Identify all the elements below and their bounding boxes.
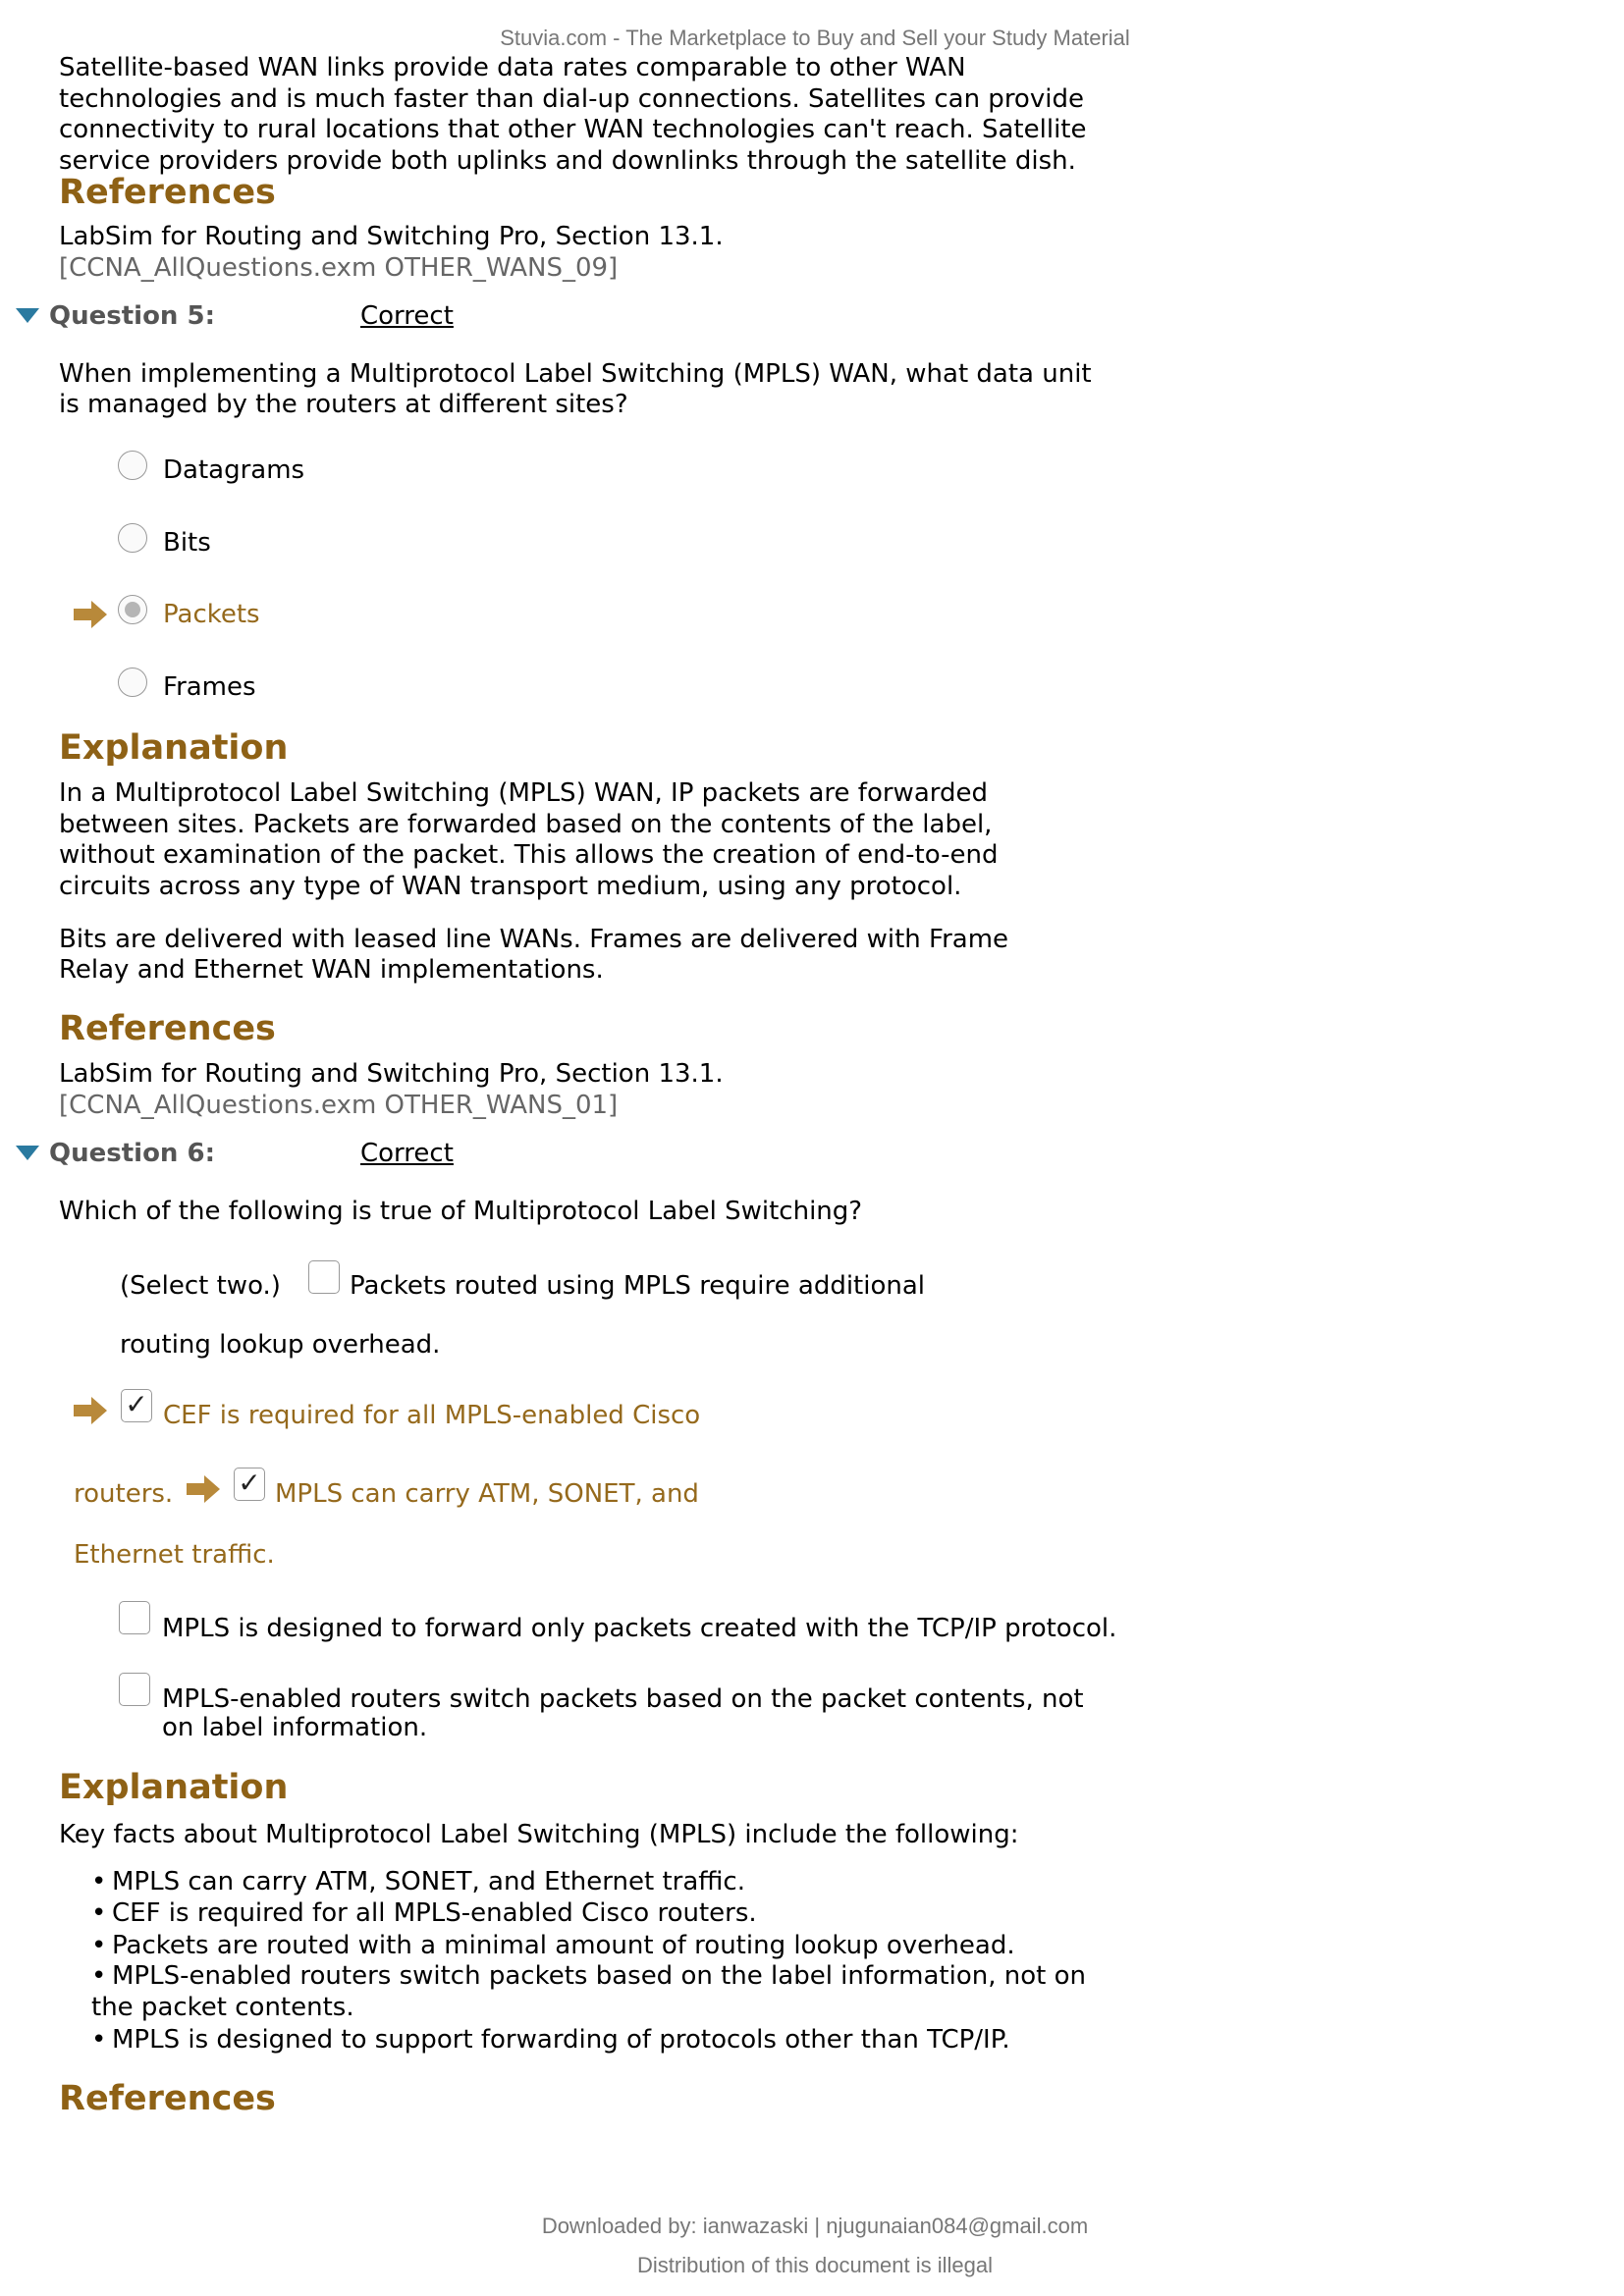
option-label-correct: CEF is required for all MPLS-enabled Cisco — [163, 1401, 701, 1430]
intro-line: service providers provide both uplinks and downlinks through the satellite dish. — [59, 146, 1076, 176]
option-label: MPLS is designed to forward only packets created with the TCP/IP protocol. — [162, 1614, 1117, 1643]
status-link[interactable]: Correct — [360, 301, 454, 331]
bullet-icon: • — [91, 1867, 107, 1896]
explanation-line: Key facts about Multiprotocol Label Switching (MPLS) include the following: — [59, 1820, 1019, 1849]
question-text: Which of the following is true of Multiprotocol Label Switching? — [59, 1197, 863, 1226]
select-note: (Select two.) — [120, 1271, 281, 1301]
bullet-item: MPLS-enabled routers switch packets based on the label information, not on — [112, 1961, 1086, 1991]
radio-packets[interactable] — [118, 595, 147, 624]
explanation-line: Relay and Ethernet WAN implementations. — [59, 955, 604, 985]
explanation-line: Bits are delivered with leased line WANs. Frames are delivered with Frame — [59, 925, 1009, 954]
option-label: Frames — [163, 672, 256, 702]
explanation-line: circuits across any type of WAN transport medium, using any protocol. — [59, 872, 962, 901]
correct-answer-arrow-icon — [74, 1397, 107, 1424]
page-header: Stuvia.com - The Marketplace to Buy and Sell your Study Material — [500, 26, 1130, 50]
bullet-item-continued: the packet contents. — [91, 1993, 354, 2022]
reference-text: LabSim for Routing and Switching Pro, Section 13.1. — [59, 1059, 724, 1089]
option-label: Bits — [163, 528, 211, 558]
bullet-item: MPLS can carry ATM, SONET, and Ethernet traffic. — [112, 1867, 745, 1896]
option-label: on label information. — [162, 1713, 428, 1742]
intro-line: Satellite-based WAN links provide data rates comparable to other WAN — [59, 53, 966, 82]
references-heading: References — [59, 173, 276, 212]
checkbox-option-2[interactable]: ✓ — [121, 1389, 152, 1422]
references-heading: References — [59, 1009, 276, 1048]
explanation-line: without examination of the packet. This allows the creation of end-to-end — [59, 840, 999, 870]
footer-notice: Distribution of this document is illegal — [637, 2253, 993, 2277]
explanation-line: between sites. Packets are forwarded based on the contents of the label, — [59, 810, 993, 839]
checkbox-option-4[interactable] — [119, 1601, 150, 1634]
radio-bits[interactable] — [118, 523, 147, 553]
explanation-heading: Explanation — [59, 1768, 289, 1807]
checkbox-option-5[interactable] — [119, 1673, 150, 1706]
bullet-icon: • — [91, 1931, 107, 1960]
option-label: routing lookup overhead. — [120, 1330, 441, 1360]
option-label: Datagrams — [163, 455, 305, 485]
reference-code: [CCNA_AllQuestions.exm OTHER_WANS_09] — [59, 253, 619, 283]
question-label: Question 6: — [49, 1139, 215, 1168]
bullet-icon: • — [91, 1961, 107, 1991]
footer-downloaded: Downloaded by: ianwazaski | njugunaian084@gmail.com — [541, 2214, 1089, 2238]
bullet-icon: • — [91, 1898, 107, 1928]
reference-text: LabSim for Routing and Switching Pro, Section 13.1. — [59, 222, 724, 251]
reference-code: [CCNA_AllQuestions.exm OTHER_WANS_01] — [59, 1091, 619, 1120]
explanation-line: In a Multiprotocol Label Switching (MPLS) WAN, IP packets are forwarded — [59, 778, 988, 808]
radio-datagrams[interactable] — [118, 451, 147, 480]
option-label-correct: Ethernet traffic. — [74, 1540, 275, 1570]
option-label: MPLS-enabled routers switch packets based on the packet contents, not — [162, 1684, 1084, 1714]
collapse-triangle-icon[interactable] — [16, 1146, 39, 1160]
option-label-correct: routers. — [74, 1479, 174, 1509]
intro-line: connectivity to rural locations that other WAN technologies can't reach. Satellite — [59, 115, 1087, 144]
radio-frames[interactable] — [118, 667, 147, 697]
question-text: When implementing a Multiprotocol Label Switching (MPLS) WAN, what data unit — [59, 359, 1092, 389]
bullet-item: MPLS is designed to support forwarding of protocols other than TCP/IP. — [112, 2025, 1010, 2055]
option-label: Packets routed using MPLS require additional — [350, 1271, 926, 1301]
status-link[interactable]: Correct — [360, 1139, 454, 1168]
intro-line: technologies and is much faster than dial-up connections. Satellites can provide — [59, 84, 1084, 114]
checkbox-option-3[interactable]: ✓ — [234, 1468, 265, 1501]
bullet-item: Packets are routed with a minimal amount of routing lookup overhead. — [112, 1931, 1015, 1960]
explanation-heading: Explanation — [59, 728, 289, 768]
correct-answer-arrow-icon — [187, 1475, 220, 1503]
question-text: is managed by the routers at different sites? — [59, 390, 628, 419]
references-heading: References — [59, 2079, 276, 2118]
collapse-triangle-icon[interactable] — [16, 308, 39, 323]
option-label-correct: Packets — [163, 600, 260, 629]
option-label-correct: MPLS can carry ATM, SONET, and — [275, 1479, 699, 1509]
bullet-item: CEF is required for all MPLS-enabled Cisco routers. — [112, 1898, 757, 1928]
question-label: Question 5: — [49, 301, 215, 331]
checkbox-option-1[interactable] — [308, 1260, 340, 1294]
correct-answer-arrow-icon — [74, 601, 107, 628]
bullet-icon: • — [91, 2025, 107, 2055]
